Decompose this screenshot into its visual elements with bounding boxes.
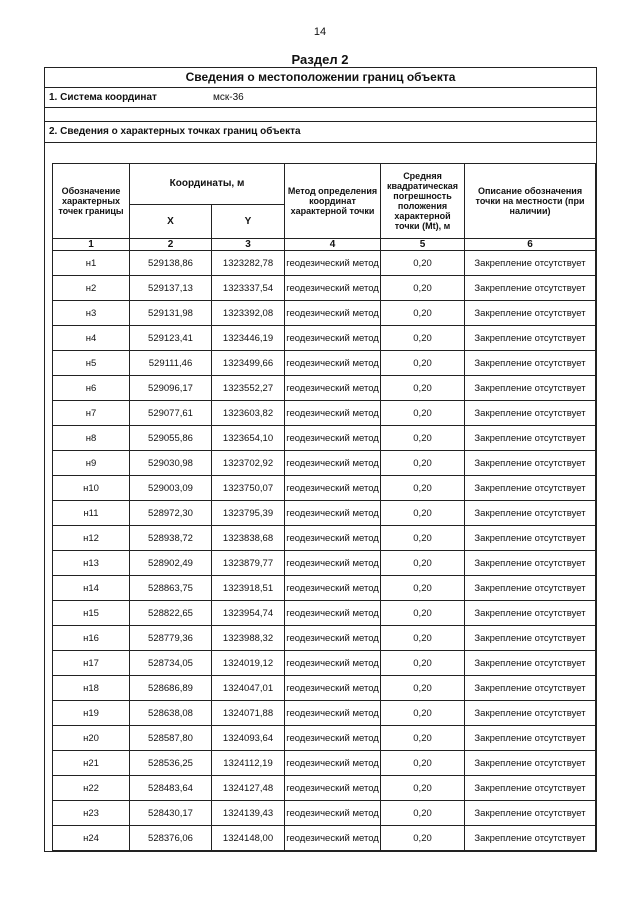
- header-y: Y: [212, 205, 285, 239]
- method-cell: геодезический метод: [285, 776, 381, 801]
- accuracy-value-cell: 0,20: [381, 276, 465, 301]
- description-cell: Закрепление отсутствует: [465, 301, 596, 326]
- header-designation: Обозначение характерных точек границы: [53, 164, 130, 239]
- y-coordinate-cell: 1323879,77: [212, 551, 285, 576]
- description-cell: Закрепление отсутствует: [465, 276, 596, 301]
- table-row: [53, 751, 596, 776]
- table-row: [53, 776, 596, 801]
- description-cell: Закрепление отсутствует: [465, 451, 596, 476]
- table-row: [53, 576, 596, 601]
- description-cell: Закрепление отсутствует: [465, 426, 596, 451]
- accuracy-value-cell: 0,20: [381, 626, 465, 651]
- x-coordinate-cell: 529131,98: [130, 301, 212, 326]
- accuracy-value-cell: 0,20: [381, 326, 465, 351]
- method-cell: геодезический метод: [285, 276, 381, 301]
- method-cell: геодезический метод: [285, 626, 381, 651]
- accuracy-value-cell: 0,20: [381, 676, 465, 701]
- point-name-cell: н4: [53, 326, 130, 351]
- accuracy-value-cell: 0,20: [381, 701, 465, 726]
- header-description: Описание обозначения точки на местности (при наличии): [465, 164, 596, 239]
- point-name-cell: н5: [53, 351, 130, 376]
- method-cell: геодезический метод: [285, 326, 381, 351]
- point-name-cell: н6: [53, 376, 130, 401]
- table-row: [53, 801, 596, 826]
- accuracy-value-cell: 0,20: [381, 751, 465, 776]
- point-name-cell: н8: [53, 426, 130, 451]
- column-number: 6: [465, 239, 596, 251]
- column-number: 2: [130, 239, 212, 251]
- x-coordinate-cell: 529030,98: [130, 451, 212, 476]
- table-row: [53, 426, 596, 451]
- description-cell: Закрепление отсутствует: [465, 551, 596, 576]
- point-name-cell: н13: [53, 551, 130, 576]
- table-row: [53, 301, 596, 326]
- point-name-cell: н16: [53, 626, 130, 651]
- point-name-cell: н7: [53, 401, 130, 426]
- accuracy-value-cell: 0,20: [381, 426, 465, 451]
- x-coordinate-cell: 528972,30: [130, 501, 212, 526]
- table-row: [53, 276, 596, 301]
- point-name-cell: н23: [53, 801, 130, 826]
- accuracy-value-cell: 0,20: [381, 476, 465, 501]
- x-coordinate-cell: 528376,06: [130, 826, 212, 851]
- description-cell: Закрепление отсутствует: [465, 801, 596, 826]
- method-cell: геодезический метод: [285, 726, 381, 751]
- method-cell: геодезический метод: [285, 451, 381, 476]
- table-row: [53, 601, 596, 626]
- accuracy-value-cell: 0,20: [381, 726, 465, 751]
- x-coordinate-cell: 528938,72: [130, 526, 212, 551]
- x-coordinate-cell: 529111,46: [130, 351, 212, 376]
- method-cell: геодезический метод: [285, 476, 381, 501]
- method-cell: геодезический метод: [285, 751, 381, 776]
- points-heading: 2. Сведения о характерных точках границ объекта: [45, 122, 596, 143]
- table-row: [53, 401, 596, 426]
- points-table-body: [53, 251, 596, 851]
- point-name-cell: н24: [53, 826, 130, 851]
- description-cell: Закрепление отсутствует: [465, 526, 596, 551]
- point-name-cell: н19: [53, 701, 130, 726]
- y-coordinate-cell: 1323654,10: [212, 426, 285, 451]
- y-coordinate-cell: 1323552,27: [212, 376, 285, 401]
- y-coordinate-cell: 1323603,82: [212, 401, 285, 426]
- y-coordinate-cell: 1324071,88: [212, 701, 285, 726]
- header-accuracy: Средняя квадратическая погрешность положения характерной точки (Mt), м: [381, 164, 465, 239]
- accuracy-value-cell: 0,20: [381, 801, 465, 826]
- table-row: [53, 551, 596, 576]
- point-name-cell: н10: [53, 476, 130, 501]
- table-row: [53, 476, 596, 501]
- accuracy-value-cell: 0,20: [381, 526, 465, 551]
- y-coordinate-cell: 1323337,54: [212, 276, 285, 301]
- accuracy-value-cell: 0,20: [381, 376, 465, 401]
- coord-system-label: 1. Система координат: [49, 92, 157, 103]
- table-row: [53, 526, 596, 551]
- method-cell: геодезический метод: [285, 526, 381, 551]
- table-row: [53, 326, 596, 351]
- x-coordinate-cell: 528483,64: [130, 776, 212, 801]
- table-row: [53, 351, 596, 376]
- method-cell: геодезический метод: [285, 401, 381, 426]
- spacer: [45, 143, 596, 163]
- description-cell: Закрепление отсутствует: [465, 726, 596, 751]
- description-cell: Закрепление отсутствует: [465, 651, 596, 676]
- table-row: [53, 251, 596, 276]
- y-coordinate-cell: 1324112,19: [212, 751, 285, 776]
- header-x: X: [130, 205, 212, 239]
- point-name-cell: н9: [53, 451, 130, 476]
- coord-system-row: [45, 88, 596, 108]
- point-name-cell: н21: [53, 751, 130, 776]
- table-row: [53, 701, 596, 726]
- description-cell: Закрепление отсутствует: [465, 476, 596, 501]
- x-coordinate-cell: 528779,36: [130, 626, 212, 651]
- method-cell: геодезический метод: [285, 301, 381, 326]
- info-title: Сведения о местоположении границ объекта: [45, 67, 596, 88]
- accuracy-value-cell: 0,20: [381, 301, 465, 326]
- y-coordinate-cell: 1323446,19: [212, 326, 285, 351]
- header-coordinates: Координаты, м: [130, 164, 285, 205]
- x-coordinate-cell: 528430,17: [130, 801, 212, 826]
- method-cell: геодезический метод: [285, 701, 381, 726]
- point-name-cell: н17: [53, 651, 130, 676]
- description-cell: Закрепление отсутствует: [465, 676, 596, 701]
- x-coordinate-cell: 529096,17: [130, 376, 212, 401]
- accuracy-value-cell: 0,20: [381, 576, 465, 601]
- x-coordinate-cell: 528536,25: [130, 751, 212, 776]
- method-cell: геодезический метод: [285, 551, 381, 576]
- coord-system-value: мск-36: [213, 92, 244, 103]
- description-cell: Закрепление отсутствует: [465, 351, 596, 376]
- point-name-cell: н12: [53, 526, 130, 551]
- x-coordinate-cell: 528638,08: [130, 701, 212, 726]
- description-cell: Закрепление отсутствует: [465, 826, 596, 851]
- x-coordinate-cell: 529123,41: [130, 326, 212, 351]
- method-cell: геодезический метод: [285, 826, 381, 851]
- point-name-cell: н2: [53, 276, 130, 301]
- page-number: 14: [313, 26, 327, 38]
- description-cell: Закрепление отсутствует: [465, 601, 596, 626]
- table-row: [53, 626, 596, 651]
- table-row: [53, 651, 596, 676]
- point-name-cell: н20: [53, 726, 130, 751]
- method-cell: геодезический метод: [285, 801, 381, 826]
- table-row: [53, 501, 596, 526]
- column-number: 4: [285, 239, 381, 251]
- y-coordinate-cell: 1323702,92: [212, 451, 285, 476]
- y-coordinate-cell: 1324148,00: [212, 826, 285, 851]
- accuracy-value-cell: 0,20: [381, 776, 465, 801]
- x-coordinate-cell: 529055,86: [130, 426, 212, 451]
- accuracy-value-cell: 0,20: [381, 601, 465, 626]
- y-coordinate-cell: 1324127,48: [212, 776, 285, 801]
- x-coordinate-cell: 528587,80: [130, 726, 212, 751]
- method-cell: геодезический метод: [285, 501, 381, 526]
- method-cell: геодезический метод: [285, 351, 381, 376]
- boundary-info-sheet: [44, 67, 597, 852]
- method-cell: геодезический метод: [285, 251, 381, 276]
- method-cell: геодезический метод: [285, 601, 381, 626]
- description-cell: Закрепление отсутствует: [465, 751, 596, 776]
- column-number: 1: [53, 239, 130, 251]
- x-coordinate-cell: 529138,86: [130, 251, 212, 276]
- point-name-cell: н1: [53, 251, 130, 276]
- accuracy-value-cell: 0,20: [381, 351, 465, 376]
- y-coordinate-cell: 1323838,68: [212, 526, 285, 551]
- table-row: [53, 726, 596, 751]
- point-name-cell: н11: [53, 501, 130, 526]
- accuracy-value-cell: 0,20: [381, 826, 465, 851]
- table-row: [53, 451, 596, 476]
- y-coordinate-cell: 1323988,32: [212, 626, 285, 651]
- method-cell: геодезический метод: [285, 576, 381, 601]
- description-cell: Закрепление отсутствует: [465, 776, 596, 801]
- y-coordinate-cell: 1324139,43: [212, 801, 285, 826]
- y-coordinate-cell: 1323918,51: [212, 576, 285, 601]
- table-row: [53, 676, 596, 701]
- table-row: [53, 376, 596, 401]
- x-coordinate-cell: 528863,75: [130, 576, 212, 601]
- header-method: Метод определения координат характерной точки: [285, 164, 381, 239]
- y-coordinate-cell: 1323954,74: [212, 601, 285, 626]
- method-cell: геодезический метод: [285, 376, 381, 401]
- x-coordinate-cell: 528822,65: [130, 601, 212, 626]
- spacer: [45, 108, 596, 122]
- section-title: Раздел 2: [291, 52, 349, 67]
- y-coordinate-cell: 1324093,64: [212, 726, 285, 751]
- accuracy-value-cell: 0,20: [381, 501, 465, 526]
- accuracy-value-cell: 0,20: [381, 251, 465, 276]
- y-coordinate-cell: 1323282,78: [212, 251, 285, 276]
- y-coordinate-cell: 1323499,66: [212, 351, 285, 376]
- description-cell: Закрепление отсутствует: [465, 401, 596, 426]
- y-coordinate-cell: 1323750,07: [212, 476, 285, 501]
- method-cell: геодезический метод: [285, 676, 381, 701]
- x-coordinate-cell: 528902,49: [130, 551, 212, 576]
- column-number: 3: [212, 239, 285, 251]
- description-cell: Закрепление отсутствует: [465, 626, 596, 651]
- method-cell: геодезический метод: [285, 426, 381, 451]
- point-name-cell: н3: [53, 301, 130, 326]
- y-coordinate-cell: 1323392,08: [212, 301, 285, 326]
- y-coordinate-cell: 1324047,01: [212, 676, 285, 701]
- accuracy-value-cell: 0,20: [381, 401, 465, 426]
- point-name-cell: н15: [53, 601, 130, 626]
- description-cell: Закрепление отсутствует: [465, 576, 596, 601]
- point-name-cell: н14: [53, 576, 130, 601]
- point-name-cell: н22: [53, 776, 130, 801]
- x-coordinate-cell: 529003,09: [130, 476, 212, 501]
- accuracy-value-cell: 0,20: [381, 451, 465, 476]
- method-cell: геодезический метод: [285, 651, 381, 676]
- description-cell: Закрепление отсутствует: [465, 501, 596, 526]
- y-coordinate-cell: 1324019,12: [212, 651, 285, 676]
- y-coordinate-cell: 1323795,39: [212, 501, 285, 526]
- description-cell: Закрепление отсутствует: [465, 251, 596, 276]
- x-coordinate-cell: 528686,89: [130, 676, 212, 701]
- column-number: 5: [381, 239, 465, 251]
- x-coordinate-cell: 528734,05: [130, 651, 212, 676]
- points-table: [52, 163, 596, 851]
- accuracy-value-cell: 0,20: [381, 651, 465, 676]
- description-cell: Закрепление отсутствует: [465, 376, 596, 401]
- description-cell: Закрепление отсутствует: [465, 701, 596, 726]
- point-name-cell: н18: [53, 676, 130, 701]
- table-row: [53, 826, 596, 851]
- description-cell: Закрепление отсутствует: [465, 326, 596, 351]
- x-coordinate-cell: 529077,61: [130, 401, 212, 426]
- accuracy-value-cell: 0,20: [381, 551, 465, 576]
- x-coordinate-cell: 529137,13: [130, 276, 212, 301]
